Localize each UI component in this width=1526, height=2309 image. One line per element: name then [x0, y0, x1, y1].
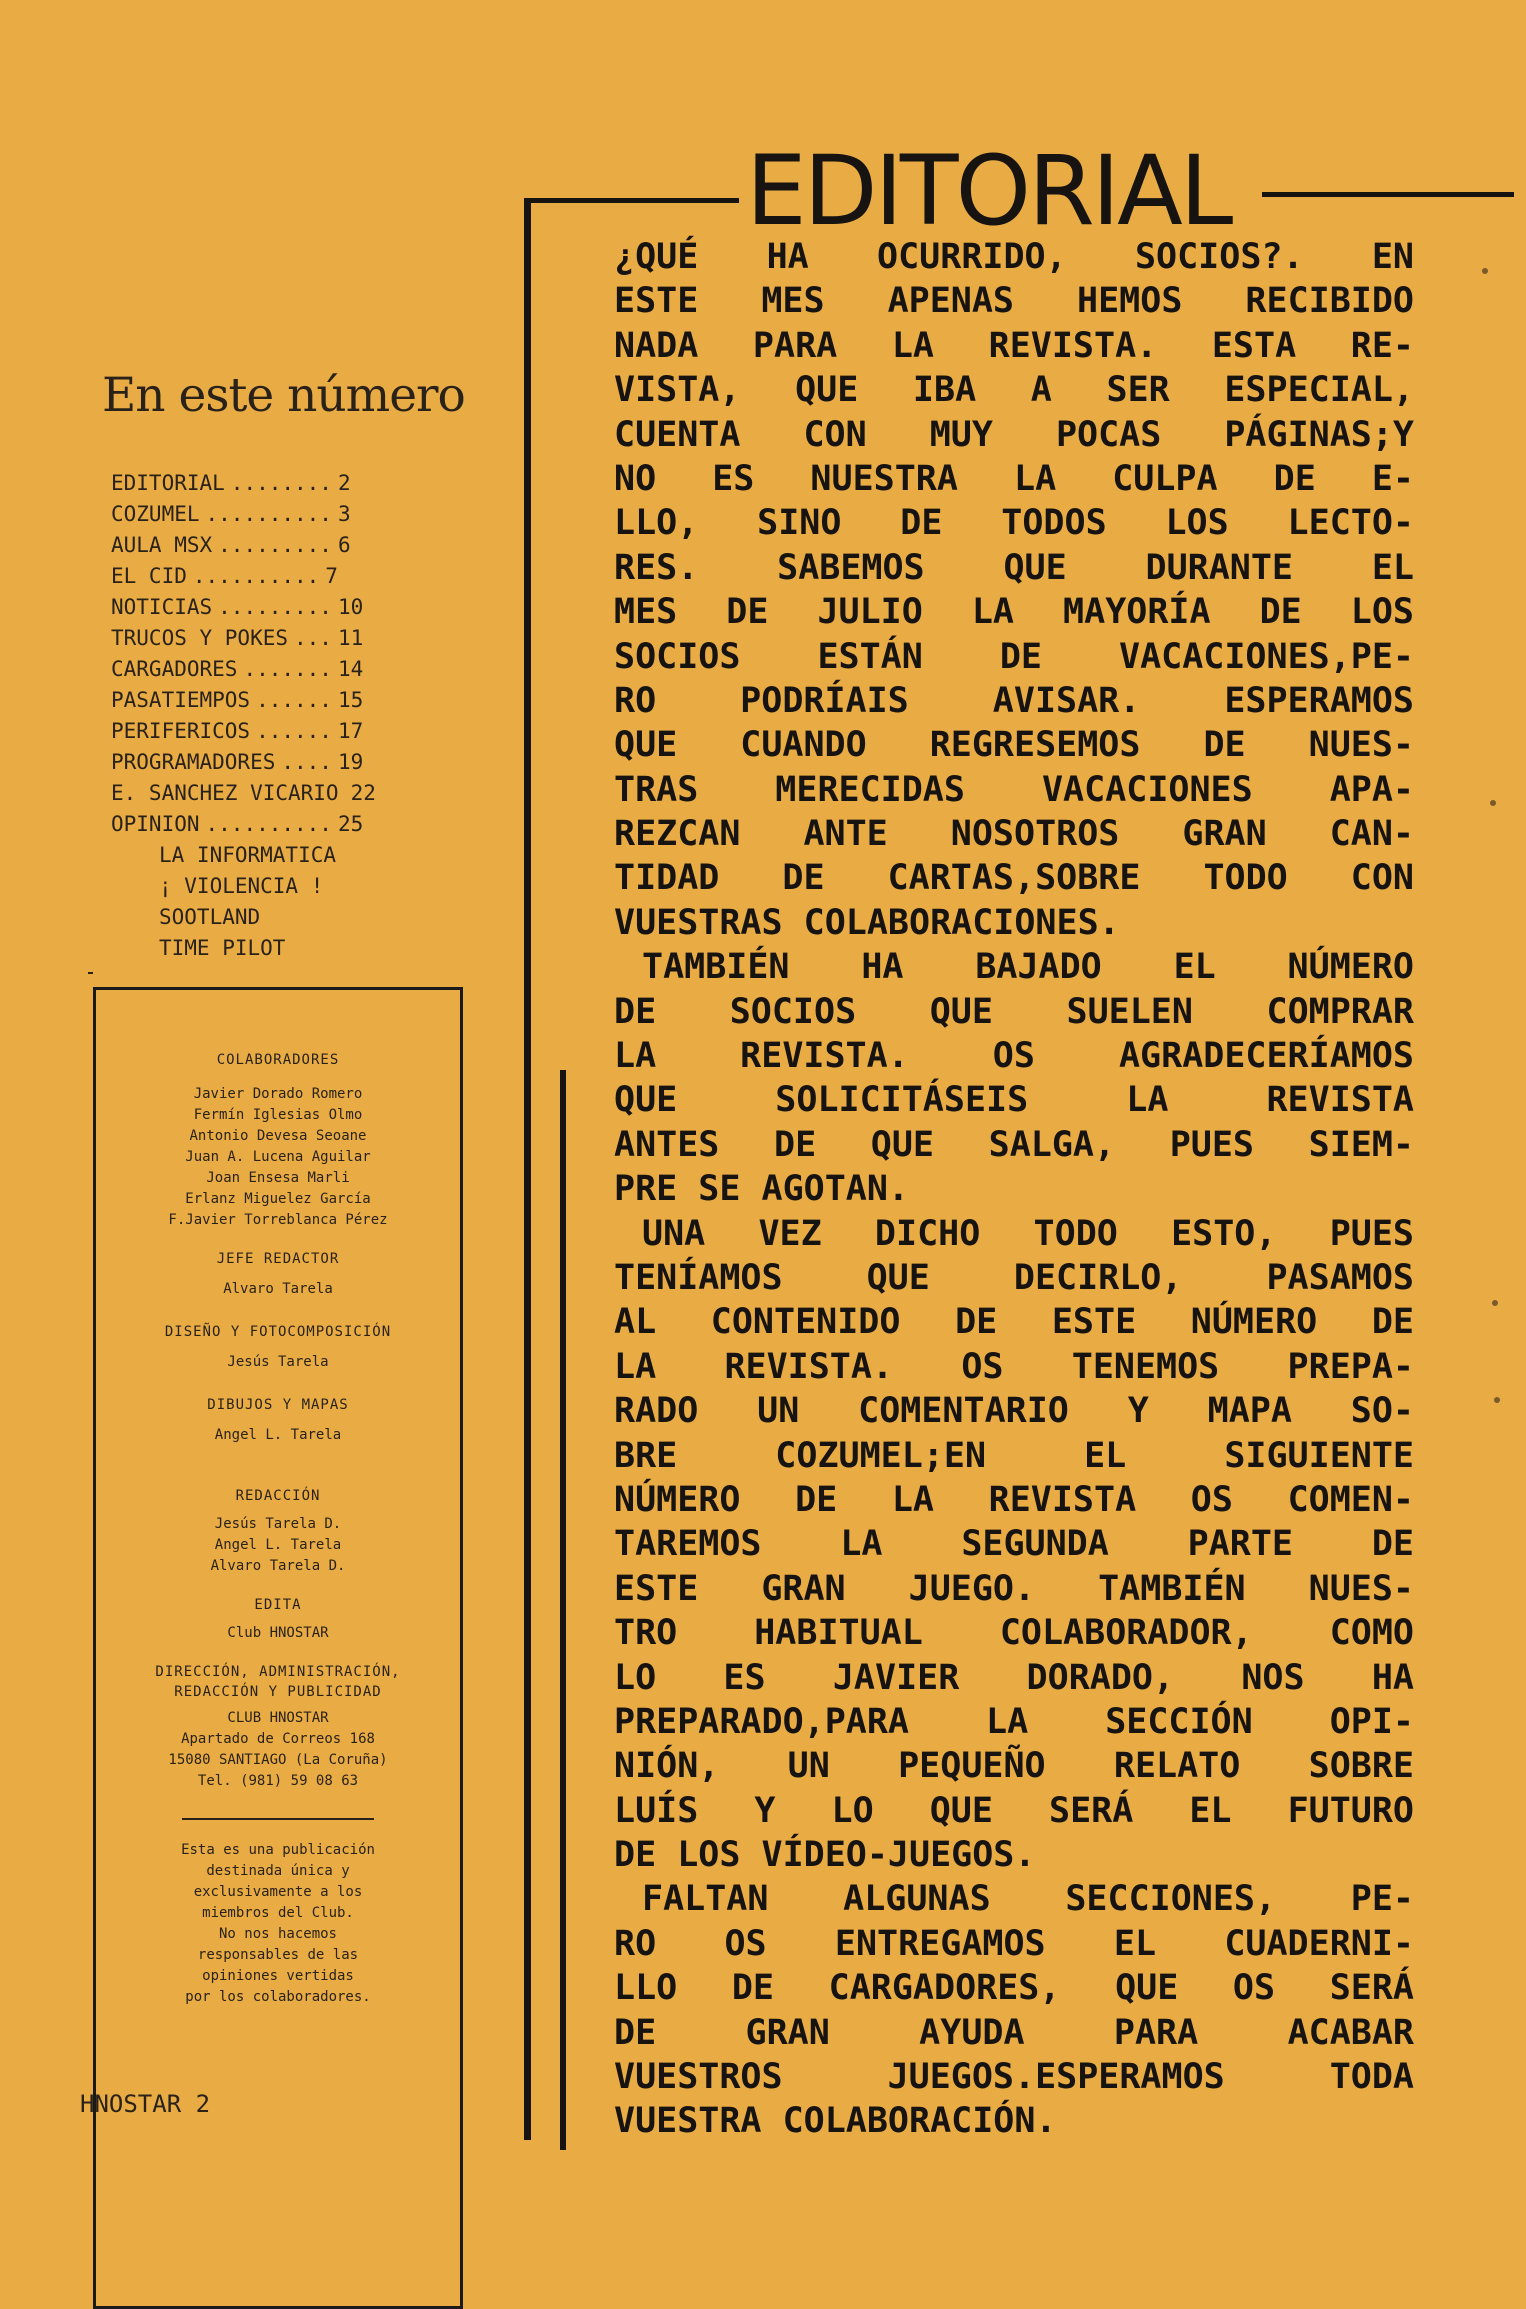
editorial-line: RO OS ENTREGAMOS EL CUADERNI- [614, 1923, 1414, 1964]
colaborador-name: Juan A. Lucena Aguilar [185, 1149, 371, 1165]
toc-leader: ........ [230, 471, 332, 495]
disclaimer-line: Esta es una publicación [181, 1842, 375, 1858]
colaborador-name: Fermín Iglesias Olmo [193, 1107, 363, 1123]
redaccion-name: Jesús Tarela D. [214, 1516, 342, 1532]
editorial-line: QUE CUANDO REGRESEMOS DE NUES- [614, 725, 1414, 766]
colaborador-name: Erlanz Miguelez García [185, 1191, 371, 1207]
jefe-heading: JEFE REDACTOR [216, 1251, 340, 1267]
toc-leader: ......... [218, 595, 332, 619]
editorial-line: NADA PARA LA REVISTA. ESTA RE- [614, 325, 1414, 366]
toc-page-number: 14 [337, 657, 364, 681]
editorial-line: DE LOS VÍDEO-JUEGOS. [614, 1835, 1036, 1876]
disclaimer-line: miembros del Club. [202, 1905, 354, 1921]
toc-entry-title: PASATIEMPOS [111, 688, 251, 712]
editorial-line: LLO, SINO DE TODOS LOS LECTO- [614, 503, 1414, 544]
editorial-line: LA REVISTA. OS TENEMOS PREPA- [614, 1346, 1414, 1387]
address-line: CLUB HNOSTAR [227, 1710, 329, 1726]
toc-entry [111, 533, 451, 564]
editorial-frame-bar [524, 200, 531, 2140]
toc-entry [111, 626, 451, 657]
edita-name: Club HNOSTAR [227, 1625, 329, 1641]
editorial-line: RO PODRÍAIS AVISAR. ESPERAMOS [614, 680, 1414, 721]
toc-page-number: 6 [337, 533, 351, 557]
editorial-line: DE GRAN AYUDA PARA ACABAR [614, 2012, 1414, 2053]
toc-leader: ...... [256, 688, 332, 712]
editorial-rule-left [524, 198, 739, 203]
toc-entry [111, 781, 451, 812]
editorial-line: ¿QUÉ HA OCURRIDO, SOCIOS?. EN [614, 237, 1414, 277]
redaccion-name: Angel L. Tarela [214, 1537, 342, 1553]
editorial-line: BRE COZUMEL;EN EL SIGUIENTE [614, 1435, 1414, 1476]
editorial-line: VUESTROS JUEGOS.ESPERAMOS TODA [614, 2057, 1414, 2098]
colaborador-name: Antonio Devesa Seoane [189, 1128, 367, 1144]
editorial-line: TAMBIÉN HA BAJADO EL NÚMERO [642, 947, 1414, 988]
toc-entry-title: PROGRAMADORES [111, 750, 276, 774]
page-folio: HNOSTAR 2 [80, 2090, 211, 2118]
toc-opinion-item: ¡ VIOLENCIA ! [159, 874, 324, 898]
editorial-line: TRO HABITUAL COLABORADOR, COMO [614, 1613, 1414, 1654]
toc-page-number: 15 [337, 688, 364, 712]
toc-entry-title: AULA MSX [111, 533, 213, 557]
editorial-line: AL CONTENIDO DE ESTE NÚMERO DE [614, 1302, 1414, 1343]
editorial-line: NIÓN, UN PEQUEÑO RELATO SOBRE [614, 1746, 1414, 1787]
toc-entry [111, 564, 451, 595]
toc-entry [111, 502, 451, 533]
editorial-line: LA REVISTA. OS AGRADECERÍAMOS [614, 1036, 1414, 1077]
divider [182, 1818, 374, 1820]
jefe-name: Alvaro Tarela [223, 1281, 333, 1297]
editorial-line: LLO DE CARGADORES, QUE OS SERÁ [614, 1968, 1414, 2009]
toc-entry [111, 688, 451, 719]
editorial-line: UNA VEZ DICHO TODO ESTO, PUES [642, 1213, 1414, 1254]
diseno-name: Jesús Tarela [227, 1354, 329, 1370]
paper-speck [1494, 1397, 1500, 1403]
address-line: Tel. (981) 59 08 63 [197, 1773, 359, 1789]
paper-speck [1492, 1300, 1498, 1306]
toc-page-number: 17 [337, 719, 364, 743]
toc-entry [111, 719, 451, 750]
disclaimer-line: exclusivamente a los [193, 1884, 363, 1900]
toc-leader: ...... [256, 719, 332, 743]
toc-leader: .......... [205, 502, 332, 526]
disclaimer-line: por los colaboradores. [185, 1989, 371, 2005]
editorial-line: LO ES JAVIER DORADO, NOS HA [614, 1657, 1414, 1698]
toc-entry [111, 750, 451, 781]
editorial-line: TRAS MERECIDAS VACACIONES APA- [614, 769, 1414, 810]
edita-heading: EDITA [254, 1597, 302, 1613]
toc-page-number: 11 [337, 626, 364, 650]
toc-leader: ... [294, 626, 332, 650]
editorial-line: TENÍAMOS QUE DECIRLO, PASAMOS [614, 1257, 1414, 1298]
editorial-line: RADO UN COMENTARIO Y MAPA SO- [614, 1391, 1414, 1432]
toc-entry-title: NOTICIAS [111, 595, 213, 619]
colaborador-name: F.Javier Torreblanca Pérez [168, 1212, 388, 1228]
toc-entry [111, 812, 451, 843]
toc-page-number: 3 [337, 502, 351, 526]
toc-entry-title: OPINION [111, 812, 200, 836]
toc-entry [111, 595, 451, 626]
toc-page-number: 2 [337, 471, 351, 495]
address-line: 15080 SANTIAGO (La Coruña) [168, 1752, 388, 1768]
toc-leader: .......... [192, 564, 320, 588]
toc-leader: .... [281, 750, 332, 774]
toc-entry-title: E. SANCHEZ VICARIO [111, 781, 339, 805]
print-mark [88, 972, 93, 974]
editorial-line: MES DE JULIO LA MAYORÍA DE LOS [614, 592, 1414, 633]
toc-entry-title: EL CID [111, 564, 187, 588]
editorial-body [614, 235, 1414, 2144]
toc-entry-title: CARGADORES [111, 657, 238, 681]
editorial-line: VUESTRAS COLABORACIONES. [614, 902, 1120, 943]
address-line: Apartado de Correos 168 [181, 1731, 375, 1747]
editorial-line: ANTES DE QUE SALGA, PUES SIEM- [614, 1124, 1414, 1165]
dibujos-heading: DIBUJOS Y MAPAS [207, 1397, 349, 1413]
toc-entry-title: EDITORIAL [111, 471, 225, 495]
disclaimer-line: destinada única y [206, 1863, 350, 1879]
table-of-contents [111, 471, 451, 967]
disclaimer-line: No nos hacemos [218, 1926, 337, 1942]
editorial-line: TIDAD DE CARTAS,SOBRE TODO CON [614, 858, 1414, 899]
editorial-line: ESTE MES APENAS HEMOS RECIBIDO [614, 281, 1414, 322]
toc-leader: .......... [205, 812, 332, 836]
colaborador-name: Javier Dorado Romero [193, 1086, 363, 1102]
direccion-heading: DIRECCIÓN, ADMINISTRACIÓN, [155, 1664, 401, 1680]
toc-page-number: 25 [337, 812, 364, 836]
direccion-heading: REDACCIÓN Y PUBLICIDAD [174, 1684, 382, 1700]
toc-heading: En este número [102, 368, 465, 423]
toc-page-number: 22 [350, 781, 376, 805]
toc-leader: ....... [243, 657, 332, 681]
editorial-line: FALTAN ALGUNAS SECCIONES, PE- [642, 1879, 1414, 1920]
paper-speck [1490, 800, 1496, 806]
toc-page-number: 19 [337, 750, 364, 774]
toc-opinion-item: SOOTLAND [159, 905, 261, 929]
editorial-line: DE SOCIOS QUE SUELEN COMPRAR [614, 991, 1414, 1032]
colaborador-name: Joan Ensesa Marli [206, 1170, 350, 1186]
redaccion-heading: REDACCIÓN [235, 1488, 321, 1504]
editorial-line: NO ES NUESTRA LA CULPA DE E- [614, 458, 1414, 499]
editorial-line: LUÍS Y LO QUE SERÁ EL FUTURO [614, 1790, 1414, 1831]
editorial-line: VUESTRA COLABORACIÓN. [614, 2101, 1057, 2142]
editorial-line: PRE SE AGOTAN. [614, 1169, 910, 1210]
redaccion-name: Alvaro Tarela D. [210, 1558, 346, 1574]
toc-opinion-item: LA INFORMATICA [159, 843, 337, 867]
disclaimer-line: opiniones vertidas [202, 1968, 354, 1984]
toc-entry [111, 657, 451, 688]
toc-page-number: 7 [325, 564, 338, 588]
editorial-line: VISTA, QUE IBA A SER ESPECIAL, [614, 370, 1414, 411]
toc-entry-title: PERIFERICOS [111, 719, 251, 743]
editorial-line: CUENTA CON MUY POCAS PÁGINAS;Y [614, 414, 1414, 455]
colaboradores-heading: COLABORADORES [216, 1052, 340, 1068]
editorial-line: PREPARADO,PARA LA SECCIÓN OPI- [614, 1701, 1414, 1742]
toc-entry [111, 471, 451, 502]
toc-entry-title: TRUCOS Y POKES [111, 626, 289, 650]
disclaimer-line: responsables de las [197, 1947, 359, 1963]
editorial-line: TAREMOS LA SEGUNDA PARTE DE [614, 1524, 1414, 1565]
editorial-title: EDITORIAL [746, 135, 1231, 247]
editorial-line: ESTE GRAN JUEGO. TAMBIÉN NUES- [614, 1568, 1414, 1609]
diseno-heading: DISEÑO Y FOTOCOMPOSICIÓN [164, 1324, 392, 1340]
editorial-rule-right [1262, 192, 1514, 197]
editorial-line: QUE SOLICITÁSEIS LA REVISTA [614, 1080, 1414, 1121]
editorial-line: REZCAN ANTE NOSOTROS GRAN CAN- [614, 814, 1414, 855]
toc-opinion-item: TIME PILOT [159, 936, 286, 960]
toc-page-number: 10 [337, 595, 364, 619]
editorial-line: RES. SABEMOS QUE DURANTE EL [614, 547, 1414, 588]
toc-leader: ......... [218, 533, 332, 557]
editorial-line: NÚMERO DE LA REVISTA OS COMEN- [614, 1479, 1414, 1520]
editorial-line: SOCIOS ESTÁN DE VACACIONES,PE- [614, 636, 1414, 677]
editorial-frame-bar-inner [560, 1070, 566, 2150]
toc-entry-title: COZUMEL [111, 502, 200, 526]
dibujos-name: Angel L. Tarela [214, 1427, 342, 1443]
paper-speck [1482, 268, 1488, 274]
